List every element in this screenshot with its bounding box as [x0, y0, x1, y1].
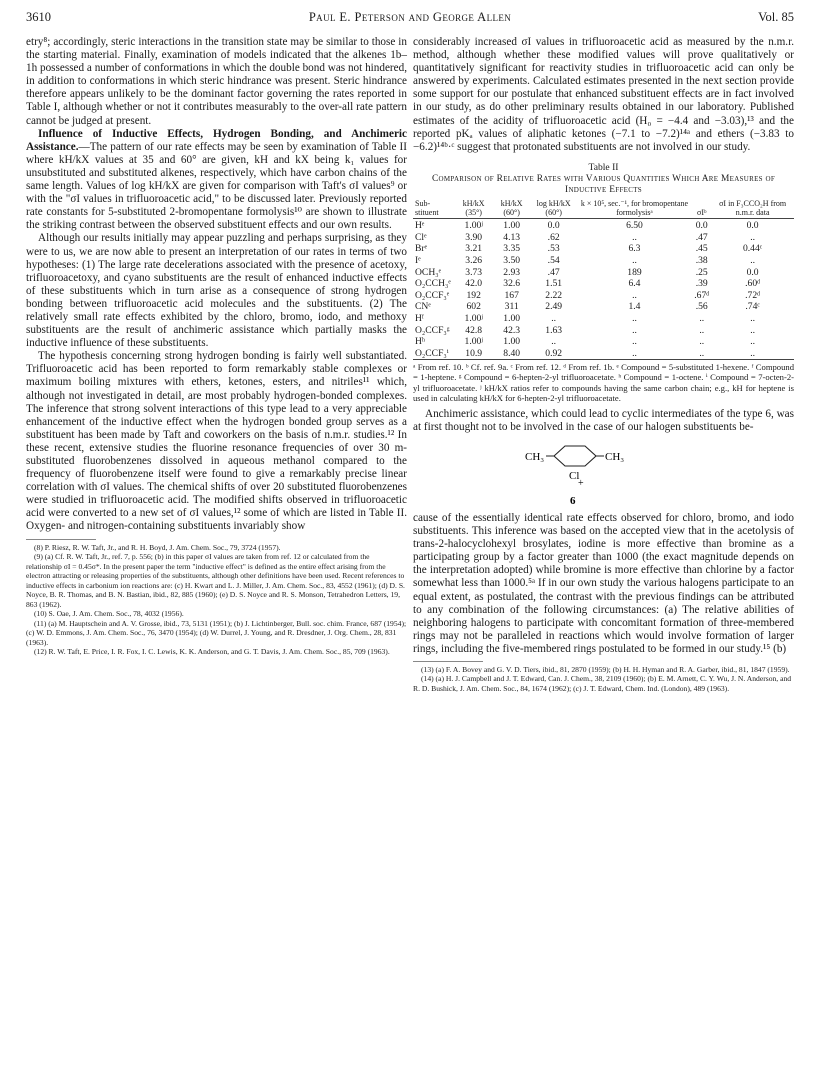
left-paragraph-4: The hypothesis concerning strong hydrogen bonding is fairly well substantiated. Trifluoroacetic acid has been reported to form remarkably stable complexes or maximum boiling mixtures with ethers, ketones, esters, and nitriles¹¹ which, although not investigated in detail, are most probably hydrogen-bonded complexes. The inference that strong solvent interactions of this type lead to a very appreciable enhancement of the inductive effect when the hydrogen bonded group serves as a substituent has been made by Taft and coworkers on the basis of n.m.r. studies.¹² In these recent, extensive studies the fluorine resonance frequencies of over 30 m-substituted fluorobenzenes dissolved in aqueous methanol compared to the frequency of fluorobenzene itself were found to give a remarkably precise linear correlation with σI values. The chemical shifts of over 20 substituted fluorobenzenes were studied in trifluoroacetic acid. The modified shifts observed in trifluoroacetic acid were converted to a new set of σI values,¹² some of which are listed in Table II. Oxygen- and nitrogen-containing substituents invariably show [26, 350, 407, 533]
table-cell: .. [750, 313, 756, 324]
column-header: k × 10⁵, sec.⁻¹, for bromopentane formolysisᵃ [577, 199, 693, 219]
table-cell: 42.0 [465, 278, 483, 290]
table-cell: 1.4 [628, 301, 641, 313]
table-cell: .. [711, 348, 794, 360]
footnote: (13) (a) F. A. Bovey and G. V. D. Tiers, ibid., 81, 2870 (1959); (b) H. H. Hyman and R. A. Garber, ibid., 81, 1847 (1959). [421, 664, 790, 674]
table-row [413, 278, 794, 290]
table-cell: 1.00ʲ [464, 313, 483, 324]
structure-bridge-atom: Cl [569, 469, 580, 482]
substituent-cell: O₂CCF₃ᵉ [415, 289, 450, 301]
table-cell: .45 [695, 243, 708, 255]
table-cell: 1.00 [503, 336, 521, 348]
substituent-cell: O₂CCH₃ᵉ [415, 278, 451, 290]
substituent-cell: Hᶠ [415, 313, 424, 324]
table-cell: 2.49 [545, 301, 563, 313]
table-cell: 3.26 [465, 255, 483, 267]
left-paragraph-3: Although our results initially may appear puzzling and perhaps surprising, as they were to us, we are now able to present an interpretation of our rates in terms of two hypotheses: (1) The large rate decelerations associated with the presence of acetoxy, trifluoroacetoxy, and cyano substituents are the result of enhanced inductive effects of these substituents which in turn arise as a consequence of strong hydrogen bonding between trifluoroacetic acid molecules and the substituents. (2) The relatively small rate effects exhibited by the chloro, bromo, iodo, and methoxy substituents are the result of anchimeric assistance which partially masks the inductive influence of these substituents. [26, 232, 407, 350]
table-cell: 0.0 [746, 266, 759, 278]
table-header-row [413, 199, 794, 219]
table-cell: 1.00ʲ [464, 220, 483, 232]
table-cell: .62 [547, 231, 560, 243]
table-cell: 1.00 [503, 313, 521, 324]
footnote: (8) P. Riesz, R. W. Taft, Jr., and R. H. Boyd, J. Am. Chem. Soc., 79, 3724 (1957). [34, 542, 281, 552]
table-cell: 4.13 [503, 231, 521, 243]
table-cell: .. [699, 313, 705, 324]
table-cell: 6.4 [628, 278, 641, 290]
table-cell: .. [632, 324, 637, 336]
table-cell: .. [632, 231, 637, 243]
section-heading: Influence of Inductive Effects, Hydrogen Bonding, and Anchimeric Assistance. [26, 127, 407, 153]
footnote: (10) S. Oae, J. Am. Chem. Soc., 78, 4032 (1956). [34, 609, 184, 619]
right-paragraph-1: considerably increased σI values in trifluoroacetic acid as measured by the n.m.r. method, although whether these modified values will prove qualitatively or quantitatively significant for reactivity studies in trifluoroacetic acid can only be answered by experiments. Calculated estimates presented in the next section provide some support for our postulate that enhanced substituent effects are in fact involved in our study, as do other preliminary results obtained in our laboratory. Published estimates of the acidity of trifluoroacetic acid (H₀ = −4.4 and −3.03),¹³ and the reported pKₐ values of aliphatic ketones (−7.1 to −7.2)¹⁴ᵃ and ethers (−3.83 to −6.2)¹⁴ᵇ·ᶜ suggest that protonated substituents are not involved in our study. [413, 36, 794, 153]
table-row [413, 348, 794, 360]
table-cell: 0.92 [531, 348, 577, 360]
substituent-cell: OCH₃ᵉ [415, 266, 442, 278]
table-cell: 1.63 [545, 324, 563, 336]
substituent-cell: Hʰ [415, 336, 426, 348]
left-footnotes [26, 543, 407, 657]
table-cell: .. [699, 324, 705, 336]
column-header: Sub-stituent [413, 199, 455, 219]
table-cell: .. [750, 324, 756, 336]
footnote-divider [413, 661, 483, 662]
right-paragraph-3: cause of the essentially identical rate effects observed for chloro, bromo, and iodo substituents. This inference was based on the accepted view that in the acetolysis of trans-2-halocyclohexyl brosylates, iodine is more effective than bromine as a participating group by a factor greater than 1000 (the exact magnitude depends on the interpretation adopted) while bromine is more effective than chlorine by a factor somewhat less than 1000.⁵ᵃ If in our own study the various halogens participate to an equal extent, as postulated, the contrast with the previous findings can be attributed to any combination of the following circumstances: (a) The relative abilities of neighboring halogens to participate with concomitant formation of three-membered rings may not be paralleled in reactions which would involve formation of larger rings, including the five-membered rings postulated to be formed in our study.¹⁵ (b) [413, 511, 794, 655]
table-cell: 3.73 [465, 266, 483, 278]
table-row [413, 290, 794, 302]
table-cell: 189 [627, 266, 642, 278]
column-header: kH/kX (60°) [493, 199, 531, 219]
footnote-divider [26, 539, 96, 540]
footnote: (9) (a) Cf. R. W. Taft, Jr., ref. 7, p. 556; (b) in this paper σI values are taken from ref. 12 or calculated from the relationship σI = 0.45σ*. In the present paper the term "inductive effect" is defined as the entire effect arising from the electron attracting or releasing properties of the substituents, although other definitions have been used. Recent references to inductive effects in carbonium ion reactions are: (c) H. Kwart and L. J. Miller, J. Am. Chem. Soc., 83, 4552 (1961); (d) D. S. Noyce, B. R. Thomas, and B. N. Bastian, ibid., 82, 885 (1960); (e) D. S. Noyce and R. S. Monson, Tetrahedron Letters, 19, 863 (1962). [26, 552, 405, 609]
table-cell: 311 [504, 301, 519, 313]
right-column [413, 36, 794, 693]
table-cell: .47 [695, 231, 708, 243]
table-row [413, 336, 794, 348]
table-cell: .. [750, 231, 756, 243]
table-cell: .72ᵈ [745, 289, 761, 301]
table-row [413, 219, 794, 232]
table-cell: 192 [466, 289, 481, 301]
table-cell: 8.40 [493, 348, 531, 360]
table-row [413, 267, 794, 279]
table-cell: .. [632, 313, 637, 324]
table-cell: .. [632, 255, 637, 267]
table-cell: .25 [695, 266, 708, 278]
table-cell: 32.6 [503, 278, 521, 290]
table-cell: 3.50 [503, 255, 521, 267]
page-header [26, 10, 794, 26]
table-cell: 3.35 [503, 243, 521, 255]
table-cell: .. [577, 348, 693, 360]
left-paragraph-2-text: —The pattern of our rate effects may be seen by examination of Table II where kH/kX values at 35 and 60° are given, kH and kX being k₁ values for unsubstituted and substituted alkenes, respectively, which have carbon chains of the same length. Values of log kH/kX are given for comparison with Taft's σI values⁹ or with the "σI values in trifluoroacetic acid," to be discussed later. Previously reported rate constants for 5-substituted 2-bromopentane formolysis¹⁰ are shown to illustrate the striking contrast between the observed substituent effects and our own results. [26, 140, 407, 232]
substituent-cell: Brᵉ [415, 243, 428, 255]
running-authors: Paul E. Peterson and George Allen [308, 10, 512, 24]
structure-drawing [413, 438, 794, 510]
left-paragraph-2 [26, 128, 407, 233]
column-header: σIᵇ [692, 199, 711, 219]
table-cell: .. [750, 336, 756, 348]
data-table [413, 199, 794, 361]
structure-left-group: CH₃ [525, 450, 545, 463]
table-caption: Comparison of Relative Rates with Various Quantities Which Are Measures of Inductive Effects [431, 173, 776, 196]
table-cell: .. [699, 336, 705, 348]
table-cell: .. [750, 255, 756, 267]
table-cell: 0.0 [547, 220, 560, 232]
table-cell: .. [632, 336, 637, 348]
structure-right-group: CH₃ [605, 450, 625, 463]
column-header: log kH/kX (60°) [531, 199, 577, 219]
table-cell: 6.50 [626, 220, 643, 232]
table-cell: 0.0 [695, 220, 708, 232]
table-cell: .39 [695, 278, 708, 290]
table-cell: 602 [466, 301, 481, 313]
table-cell: 42.3 [503, 324, 521, 336]
table-cell: 0.44ᶜ [742, 243, 763, 255]
column-header: σI in F₃CCO₂H from n.m.r. data [711, 199, 794, 219]
table-cell: .56 [695, 301, 708, 313]
table-cell: .54 [547, 255, 560, 267]
footnote: (14) (a) H. J. Campbell and J. T. Edward, Can. J. Chem., 38, 2109 (1960); (b) E. M. Arnett, C. Y. Wu, J. N. Anderson, and R. D. Bushick, J. Am. Chem. Soc., 84, 1674 (1962); (c) J. T. Edward, Chem. Ind. (London), 489 (1963). [413, 674, 792, 693]
substituent-cell: Hᵉ [415, 220, 425, 232]
table-cell: .53 [547, 243, 560, 255]
volume-label: Vol. 85 [758, 10, 794, 24]
substituent-cell: CNᵉ [415, 301, 431, 313]
column-header: kH/kX (35°) [455, 199, 493, 219]
page-number: 3610 [26, 10, 51, 24]
table-cell: 3.21 [465, 243, 483, 255]
table-cell: .67ᵈ [694, 289, 710, 301]
table-cell: .47 [547, 266, 560, 278]
table-cell: 6.3 [628, 243, 641, 255]
table-cell: .. [692, 348, 711, 360]
footnote: (11) (a) M. Hauptschein and A. V. Grosse, ibid., 73, 5131 (1951); (b) J. Lichtinberger, Bull. soc. chim. France, 687 (1954); (c) W. D. Emmons, J. Am. Chem. Soc., 76, 3470 (1954); (d) W. Durrel, J. Young, and R. Dresdner, J. Org. Chem., 28, 831 (1963). [26, 618, 407, 647]
substituent-cell: O₂CCF₃ᵍ [415, 324, 450, 336]
table-row [413, 243, 794, 255]
table-cell: .60ᵈ [745, 278, 761, 290]
table-row [413, 301, 794, 313]
right-footnotes [413, 665, 794, 694]
table-row [413, 232, 794, 244]
table-cell: .. [632, 289, 637, 301]
substituent-cell: Clᵉ [415, 231, 427, 243]
table-cell: 167 [504, 289, 519, 301]
table-row [413, 313, 794, 325]
table-cell: 0.0 [746, 220, 759, 232]
structure-charge: + [578, 477, 584, 489]
table-label: Table II [588, 161, 619, 173]
table-cell: .38 [695, 255, 708, 267]
table-cell: .. [551, 336, 557, 348]
ring-outline [554, 446, 596, 466]
substituent-cell: O₂CCF₃ⁱ [413, 348, 455, 360]
table-cell: 42.8 [465, 324, 483, 336]
table-row [413, 325, 794, 337]
substituent-cell: Iᵉ [415, 255, 421, 267]
table-cell: 1.00 [503, 220, 521, 232]
structure-number: 6 [570, 494, 576, 507]
table-cell: 2.22 [545, 289, 563, 301]
table-cell: 3.90 [465, 231, 483, 243]
chemical-structure-6 [413, 438, 794, 510]
left-column [26, 36, 407, 657]
table-cell: 1.00ʲ [464, 336, 483, 348]
table-footnotes: ᵃ From ref. 10. ᵇ Cf. ref. 9a. ᶜ From ref. 12. ᵈ From ref. 1b. ᵉ Compound = 5-substituted 1-hexene. ᶠ Compound = 1-heptene. ᵍ Compound = 6-hepten-2-yl trifluoroacetate. ʰ Compound = 1-octene. ⁱ Compound = 7-octen-2-yl trifluoroacetate. ʲ kH/kX ratios refer to compounds having the same carbon chain; e.g., kH for heptene is used in calculating kH/kX for 6-hepten-2-yl trifluoroacetate. [413, 362, 794, 403]
table-cell: 1.51 [545, 278, 563, 290]
right-paragraph-2: Anchimeric assistance, which could lead to cyclic intermediates of the type 6, was at first thought not to be involved in the case of our halogen substituents be- [413, 407, 794, 433]
table-cell: 10.9 [455, 348, 493, 360]
table-cell: .. [551, 313, 557, 324]
left-paragraph-1: etry⁸; accordingly, steric interactions in the transition state may be similar to those in the starting material. Finally, examination of models indicated that the alkenes 1b–1h possessed a number of conformations in which the double bond was not hindered, in addition to conformations in which steric hindrance was present. Steric hindrance therefore appears unlikely to be the dominant factor governing the rates reported in Table I, although whether or not it contributes measurably to the over-all rate pattern cannot be judged at present. [26, 36, 407, 127]
table-cell: .74ᶜ [745, 301, 760, 313]
table-cell: 2.93 [503, 266, 521, 278]
table-row [413, 255, 794, 267]
footnote: (12) R. W. Taft, E. Price, I. R. Fox, I. C. Lewis, K. K. Anderson, and G. T. Davis, J. Am. Chem. Soc., 85, 709 (1963). [34, 647, 390, 657]
